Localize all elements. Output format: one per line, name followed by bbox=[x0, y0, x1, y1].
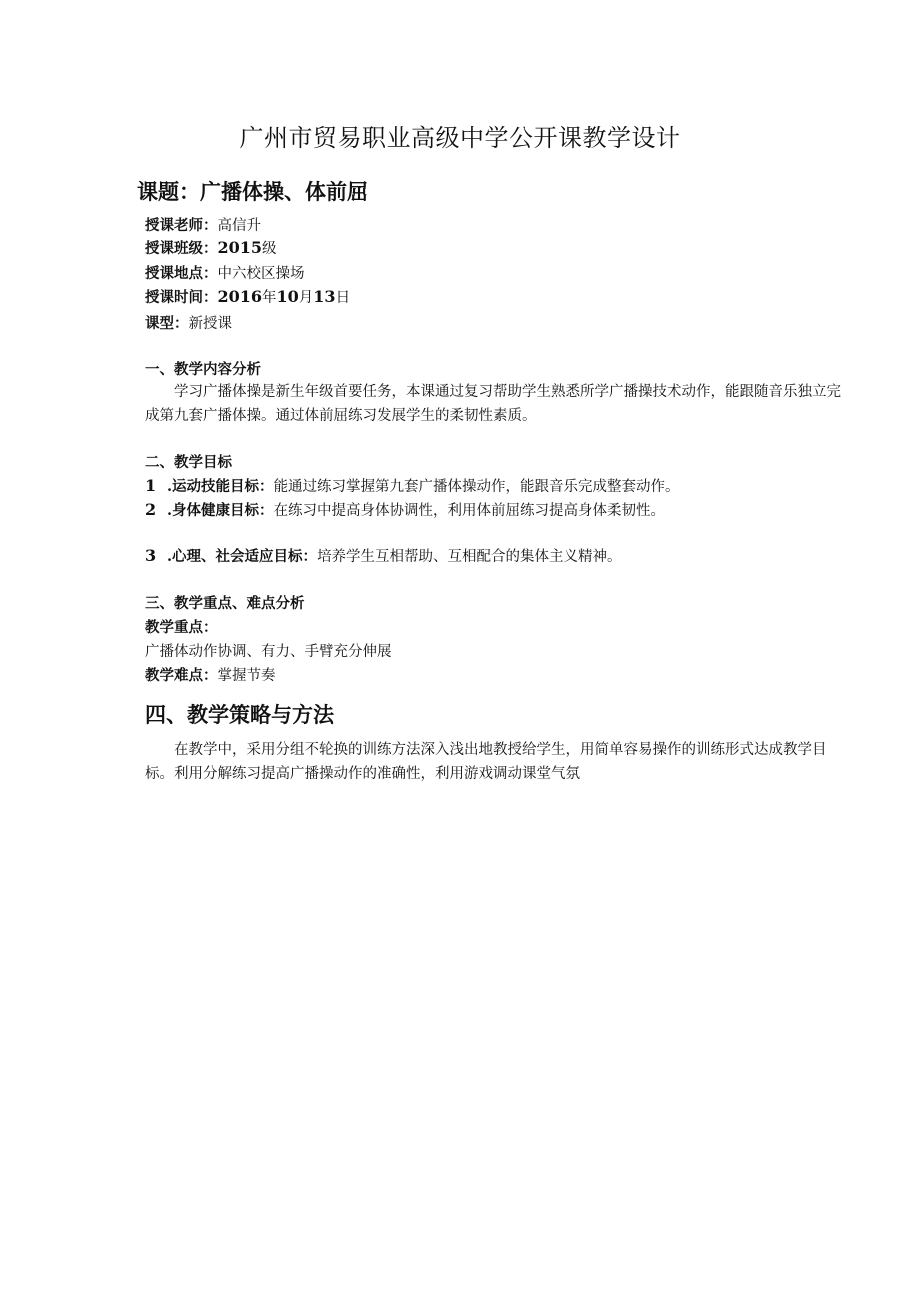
info-class-num: 2015 bbox=[217, 238, 263, 257]
section4-heading: 四、教学策略与方法 bbox=[145, 702, 334, 727]
info-class-suffix: 级 bbox=[262, 241, 277, 257]
goal-label: .身体健康目标： bbox=[167, 502, 274, 519]
info-class bbox=[145, 237, 277, 258]
info-type-value: 新授课 bbox=[188, 316, 232, 332]
goal-number: 3 bbox=[145, 546, 157, 565]
info-type-label: 课型： bbox=[145, 315, 189, 332]
difficulty-line bbox=[145, 664, 276, 685]
info-time-day: 13 bbox=[313, 287, 336, 306]
info-teacher-value: 高信升 bbox=[217, 218, 261, 234]
info-time bbox=[145, 286, 350, 307]
info-place-label: 授课地点： bbox=[145, 265, 218, 282]
section1-text: 学习广播体操是新生年级首要任务，本课通过复习帮助学生熟悉所学广播操技术动作，能跟随音乐独立完成第九套广播体操。通过体前屈练习发展学生的柔韧性素质。 bbox=[145, 384, 841, 424]
info-time-month: 10 bbox=[276, 287, 299, 306]
goal-text: 能通过练习掌握第九套广播体操动作，能跟音乐完成整套动作。 bbox=[273, 479, 680, 495]
info-time-yue: 月 bbox=[298, 290, 314, 306]
key-point-label: 教学重点： bbox=[145, 619, 218, 636]
goal-text: 在练习中提高身体协调性，利用体前屈练习提高身体柔韧性。 bbox=[273, 503, 666, 519]
document-title: 广州市贸易职业高级中学公开课教学设计 bbox=[239, 124, 681, 152]
difficulty-label: 教学难点： bbox=[145, 667, 218, 684]
info-place-value: 中六校区操场 bbox=[217, 266, 305, 282]
info-time-label: 授课时间： bbox=[145, 289, 218, 306]
section1-heading: 一、教学内容分析 bbox=[145, 361, 261, 378]
info-time-ri: 日 bbox=[335, 290, 351, 306]
lesson-subject: 课题：广播体操、体前屈 bbox=[137, 179, 368, 204]
goal-number: 2 bbox=[145, 500, 157, 519]
goal-text: 培养学生互相帮助、互相配合的集体主义精神。 bbox=[317, 549, 622, 565]
info-time-year: 2016 bbox=[217, 287, 263, 306]
info-teacher-label: 授课老师： bbox=[145, 217, 218, 234]
goal-item bbox=[145, 475, 680, 496]
goal-label: .心理、社会适应目标： bbox=[167, 548, 318, 565]
goal-label: .运动技能目标： bbox=[167, 478, 274, 495]
goal-number: 1 bbox=[145, 476, 157, 495]
section3-heading: 三、教学重点、难点分析 bbox=[145, 595, 305, 612]
info-place bbox=[145, 262, 305, 283]
goal-item bbox=[145, 545, 622, 566]
difficulty-text: 掌握节奏 bbox=[217, 668, 276, 684]
section4-text: 在教学中，采用分组不轮换的训练方法深入浅出地教授给学生，用简单容易操作的训练形式达成教学目标。利用分解练习提高广播操动作的准确性，利用游戏调动课堂气氛 bbox=[145, 742, 827, 782]
info-teacher bbox=[145, 214, 261, 235]
info-class-label: 授课班级： bbox=[145, 240, 218, 257]
goal-item bbox=[145, 499, 665, 520]
key-point-text: 广播体动作协调、有力、手臂充分伸展 bbox=[145, 644, 392, 660]
section2-heading: 二、教学目标 bbox=[145, 454, 232, 471]
info-type bbox=[145, 312, 232, 333]
info-time-nian: 年 bbox=[262, 290, 277, 306]
